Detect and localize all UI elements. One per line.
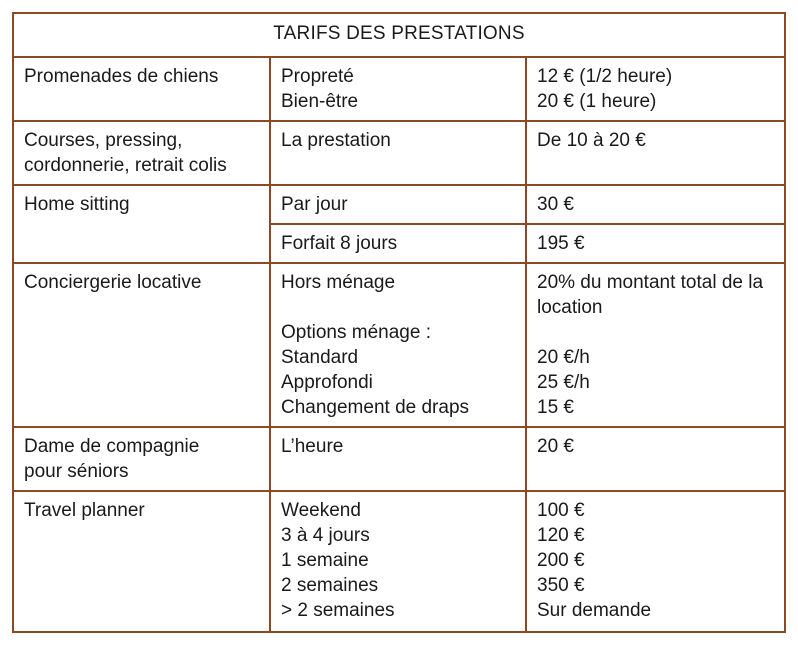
detail-label: Approfondi bbox=[281, 372, 373, 393]
category-cell bbox=[13, 263, 270, 427]
price-cell bbox=[526, 427, 785, 491]
price-value: 15 € bbox=[537, 397, 574, 418]
category-cell bbox=[13, 491, 270, 632]
tarifs-table bbox=[12, 12, 786, 633]
detail-cell bbox=[270, 224, 526, 263]
table-row bbox=[13, 427, 785, 491]
price-value: 30 € bbox=[537, 194, 574, 215]
table-row bbox=[13, 491, 785, 632]
detail-label: Weekend bbox=[281, 500, 361, 521]
category-cell bbox=[13, 427, 270, 491]
detail-cell bbox=[270, 263, 526, 427]
detail-label: > 2 semaines bbox=[281, 600, 395, 621]
title-row bbox=[13, 13, 785, 57]
price-value: 200 € bbox=[537, 550, 585, 571]
detail-cell bbox=[270, 427, 526, 491]
detail-cell bbox=[270, 491, 526, 632]
category-cell bbox=[13, 121, 270, 185]
table-row bbox=[13, 121, 785, 185]
detail-label: 1 semaine bbox=[281, 550, 369, 571]
detail-label: 3 à 4 jours bbox=[281, 525, 370, 546]
price-value: 25 €/h bbox=[537, 372, 590, 393]
table-row bbox=[13, 263, 785, 427]
table-row bbox=[13, 57, 785, 121]
detail-cell bbox=[270, 185, 526, 224]
detail-label: Changement de draps bbox=[281, 397, 470, 418]
detail-label: Propreté bbox=[281, 66, 354, 87]
detail-cell bbox=[270, 121, 526, 185]
category-label: Courses, pressing, bbox=[24, 130, 183, 151]
detail-label: Hors ménage bbox=[281, 272, 396, 293]
category-label: Home sitting bbox=[24, 194, 130, 215]
detail-label: Bien-être bbox=[281, 91, 359, 112]
detail-label: L’heure bbox=[281, 436, 344, 457]
price-value: 12 € (1/2 heure) bbox=[537, 66, 673, 87]
detail-label: Standard bbox=[281, 347, 359, 368]
price-value: 100 € bbox=[537, 500, 585, 521]
spacer bbox=[537, 320, 774, 345]
detail-label: Par jour bbox=[281, 194, 348, 215]
price-cell bbox=[526, 121, 785, 185]
spacer bbox=[281, 295, 515, 320]
detail-label: Options ménage : bbox=[281, 322, 431, 343]
price-cell bbox=[526, 491, 785, 632]
price-value: 195 € bbox=[537, 233, 585, 254]
category-label: Promenades de chiens bbox=[24, 66, 219, 87]
price-cell bbox=[526, 263, 785, 427]
category-label: pour séniors bbox=[24, 461, 129, 482]
category-cell bbox=[13, 57, 270, 121]
category-label: Conciergerie locative bbox=[24, 272, 202, 293]
category-label: cordonnerie, retrait colis bbox=[24, 155, 227, 176]
price-value: 20 € bbox=[537, 436, 574, 457]
price-value: 350 € bbox=[537, 575, 585, 596]
price-value: 20 €/h bbox=[537, 347, 590, 368]
price-value: 20 € (1 heure) bbox=[537, 91, 657, 112]
price-cell bbox=[526, 185, 785, 224]
price-value: 120 € bbox=[537, 525, 585, 546]
detail-label: La prestation bbox=[281, 130, 391, 151]
price-value: De 10 à 20 € bbox=[537, 130, 646, 151]
price-value: 20% du montant total de la location bbox=[537, 272, 764, 318]
category-label: Dame de compagnie bbox=[24, 436, 200, 457]
price-cell bbox=[526, 224, 785, 263]
detail-label: 2 semaines bbox=[281, 575, 379, 596]
price-cell bbox=[526, 57, 785, 121]
price-value: Sur demande bbox=[537, 600, 652, 621]
table-row bbox=[13, 185, 785, 224]
detail-label: Forfait 8 jours bbox=[281, 233, 398, 254]
category-label: Travel planner bbox=[24, 500, 145, 521]
category-cell bbox=[13, 185, 270, 263]
table-title: TARIFS DES PRESTATIONS bbox=[13, 13, 785, 57]
detail-cell bbox=[270, 57, 526, 121]
